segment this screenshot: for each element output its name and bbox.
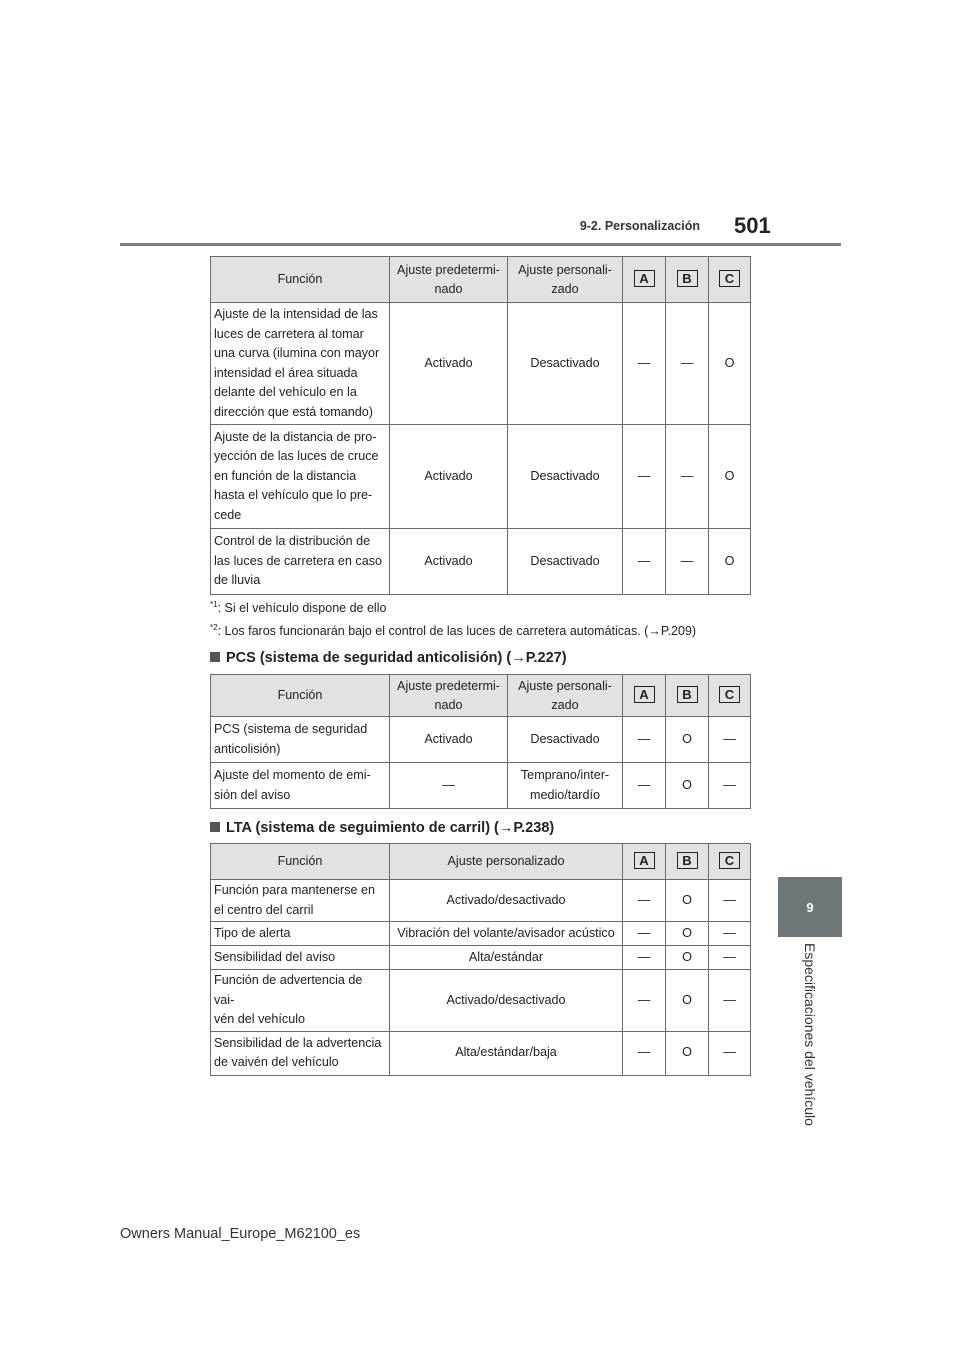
cell-custom: Activado/desactivado xyxy=(390,880,623,922)
cell-custom: Desactivado xyxy=(508,303,623,425)
cell-custom: Desactivado xyxy=(508,425,623,529)
cell-a: — xyxy=(623,529,666,595)
cell-b: O xyxy=(666,763,709,809)
col-header-funcion: Función xyxy=(211,844,390,880)
cell-custom: Alta/estándar/baja xyxy=(390,1031,623,1075)
table-lta xyxy=(210,843,751,1076)
col-header-b: B xyxy=(677,686,698,703)
col-header-c: C xyxy=(719,852,740,869)
cell-a: — xyxy=(623,763,666,809)
col-header-custom: Ajuste personalizado xyxy=(390,844,623,880)
cell-a: — xyxy=(623,922,666,946)
cell-b: — xyxy=(666,529,709,595)
table-pcs xyxy=(210,674,751,809)
section-heading-lta xyxy=(210,820,554,836)
table-row xyxy=(211,303,751,425)
col-header-default: Ajuste predetermi- nado xyxy=(390,257,508,303)
cell-function: Función de advertencia de vai- vén del vehículo xyxy=(211,970,390,1032)
footnote-2 xyxy=(210,623,696,638)
section-heading-pcs xyxy=(210,650,567,666)
cell-a: — xyxy=(623,303,666,425)
cell-c: — xyxy=(709,1031,751,1075)
cell-a: — xyxy=(623,717,666,763)
cell-custom: Alta/estándar xyxy=(390,946,623,970)
table-row xyxy=(211,763,751,809)
col-header-c: C xyxy=(719,686,740,703)
table-row xyxy=(211,922,751,946)
cell-a: — xyxy=(623,970,666,1032)
section-title: LTA (sistema de seguimiento de carril) (→P.238) xyxy=(226,820,555,836)
cell-a: — xyxy=(623,1031,666,1075)
header-rule xyxy=(120,243,841,246)
table-row xyxy=(211,1031,751,1075)
cell-b: O xyxy=(666,1031,709,1075)
section-title: PCS (sistema de seguridad anticolisión) (→P.227) xyxy=(226,650,567,666)
table-headlights xyxy=(210,256,751,595)
cell-custom: Desactivado xyxy=(508,529,623,595)
table-row xyxy=(211,880,751,922)
cell-default: Activado xyxy=(390,717,508,763)
footnote-text: : Si el vehículo dispone de ello xyxy=(217,601,387,616)
cell-b: O xyxy=(666,717,709,763)
cell-function: Ajuste de la intensidad de las luces de carretera al tomar una curva (ilumina con mayor intensidad el área situada delante del vehículo en la dirección que está tomando) xyxy=(211,303,390,425)
cell-c: O xyxy=(709,303,751,425)
cell-function: Control de la distribución de las luces de carretera en caso de lluvia xyxy=(211,529,390,595)
col-header-b: B xyxy=(677,852,698,869)
cell-custom: Vibración del volante/avisador acústico xyxy=(390,922,623,946)
cell-c: — xyxy=(709,880,751,922)
table-header-row xyxy=(211,675,751,717)
document-footer: Owners Manual_Europe_M62100_es xyxy=(120,1226,361,1242)
cell-function: Ajuste del momento de emi- sión del aviso xyxy=(211,763,390,809)
cell-b: O xyxy=(666,946,709,970)
col-header-a: A xyxy=(634,852,655,869)
cell-c: — xyxy=(709,922,751,946)
footnote-mark: *2 xyxy=(210,623,218,632)
cell-default: Activado xyxy=(390,529,508,595)
col-header-custom: Ajuste personali- zado xyxy=(508,257,623,303)
chapter-tab: 9 xyxy=(778,877,842,937)
cell-custom: Desactivado xyxy=(508,717,623,763)
col-header-default: Ajuste predetermi- nado xyxy=(390,675,508,717)
cell-b: O xyxy=(666,922,709,946)
cell-b: — xyxy=(666,303,709,425)
col-header-b: B xyxy=(677,270,698,287)
cell-c: — xyxy=(709,970,751,1032)
col-header-c: C xyxy=(719,270,740,287)
col-header-custom: Ajuste personali- zado xyxy=(508,675,623,717)
cell-a: — xyxy=(623,425,666,529)
table-header-row xyxy=(211,257,751,303)
footnote-1 xyxy=(210,600,386,615)
cell-function: Sensibilidad del aviso xyxy=(211,946,390,970)
table-row xyxy=(211,529,751,595)
chapter-label: Especificaciones del vehículo xyxy=(802,943,818,1126)
cell-function: Tipo de alerta xyxy=(211,922,390,946)
cell-custom: Activado/desactivado xyxy=(390,970,623,1032)
footnote-text: : Los faros funcionarán bajo el control de las luces de carretera automáticas. (→P.209) xyxy=(217,624,697,639)
cell-function: Función para mantenerse en el centro del carril xyxy=(211,880,390,922)
cell-function: PCS (sistema de seguridad anticolisión) xyxy=(211,717,390,763)
col-header-a: A xyxy=(634,686,655,703)
cell-c: — xyxy=(709,946,751,970)
cell-b: O xyxy=(666,970,709,1032)
cell-b: — xyxy=(666,425,709,529)
col-header-funcion: Función xyxy=(211,675,390,717)
table-row xyxy=(211,946,751,970)
cell-b: O xyxy=(666,880,709,922)
cell-c: O xyxy=(709,529,751,595)
cell-c: O xyxy=(709,425,751,529)
cell-custom: Temprano/inter- medio/tardío xyxy=(508,763,623,809)
section-header: 9-2. Personalización xyxy=(579,219,700,233)
square-bullet-icon xyxy=(210,822,220,832)
cell-default: Activado xyxy=(390,303,508,425)
square-bullet-icon xyxy=(210,652,220,662)
cell-function: Sensibilidad de la advertencia de vaivén del vehículo xyxy=(211,1031,390,1075)
cell-c: — xyxy=(709,717,751,763)
cell-function: Ajuste de la distancia de pro- yección de las luces de cruce en función de la distancia hasta el vehículo que lo pre- cede xyxy=(211,425,390,529)
cell-a: — xyxy=(623,880,666,922)
table-row xyxy=(211,425,751,529)
table-row xyxy=(211,970,751,1032)
cell-default: — xyxy=(390,763,508,809)
col-header-funcion: Función xyxy=(211,257,390,303)
cell-c: — xyxy=(709,763,751,809)
footnote-mark: *1 xyxy=(210,600,218,609)
col-header-a: A xyxy=(634,270,655,287)
table-header-row xyxy=(211,844,751,880)
cell-a: — xyxy=(623,946,666,970)
table-row xyxy=(211,717,751,763)
cell-default: Activado xyxy=(390,425,508,529)
page-number: 501 xyxy=(734,213,771,238)
